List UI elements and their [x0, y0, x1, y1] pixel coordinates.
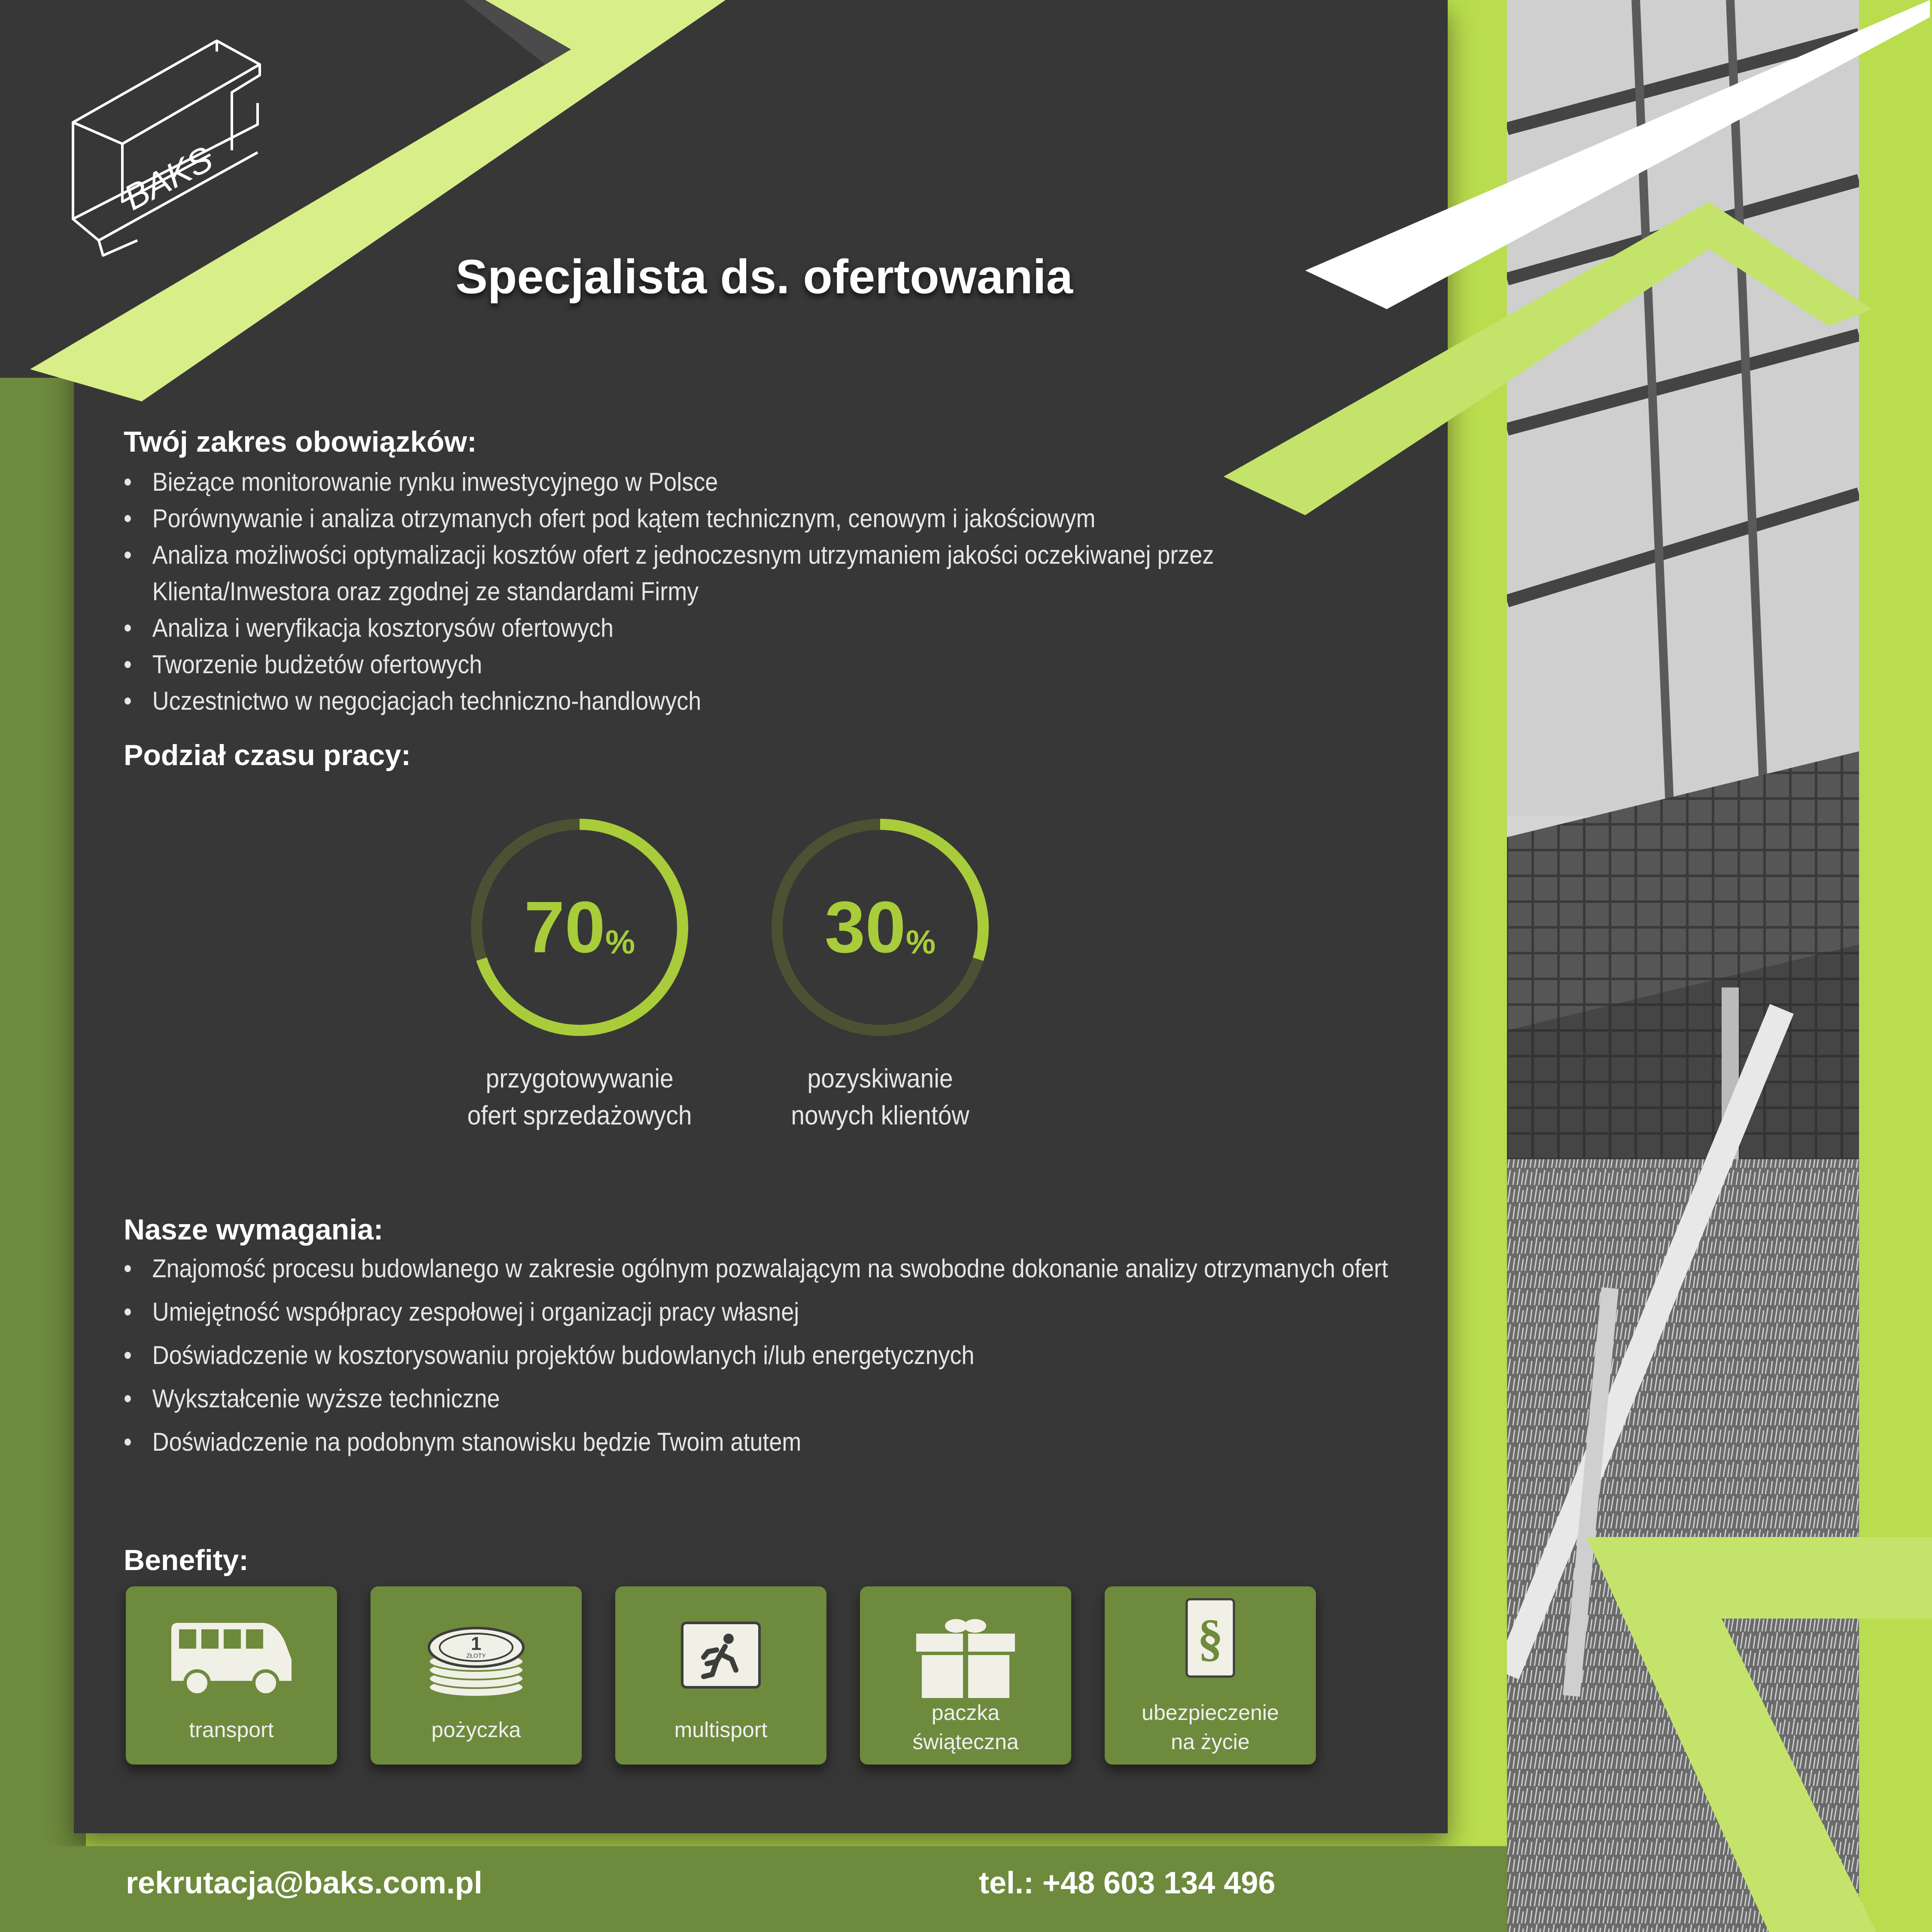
- coin-unit: ZŁOTY: [466, 1652, 486, 1659]
- percent-unit: %: [905, 923, 936, 961]
- page-title: Specjalista ds. ofertowania: [456, 250, 1073, 304]
- coins-icon: [412, 1616, 541, 1698]
- benefit-card-gift: [860, 1586, 1071, 1765]
- list-item: • Porównywanie i analiza otrzymanych ofert pod kątem technicznym, cenowym i jakościowym: [124, 500, 1353, 537]
- paragraph-icon: [1146, 1597, 1275, 1679]
- time-split-chart-preparing: [459, 807, 700, 1048]
- gift-icon: [901, 1616, 1030, 1698]
- benefit-card-transport: [126, 1586, 337, 1765]
- benefit-label: multisport: [674, 1718, 768, 1742]
- benefit-card-multisport: [615, 1586, 826, 1765]
- benefit-label: ubezpieczenie: [1142, 1701, 1279, 1725]
- benefit-label: transport: [189, 1718, 274, 1742]
- caption-line: pozyskiwanie: [807, 1064, 953, 1094]
- benefit-card-loan: [371, 1586, 582, 1765]
- time-split-caption: [441, 1060, 718, 1134]
- list-item: • Doświadczenie na podobnym stanowisku będzie Twoim atutem: [124, 1424, 1431, 1460]
- percent-unit: %: [605, 923, 635, 961]
- time-split-caption: [742, 1060, 1018, 1134]
- list-item: • Analiza możliwości optymalizacji kosztów ofert z jednoczesnym utrzymaniem jakości oczekiwanej przez Klienta/Inwestora oraz zgodnej ze standardami Firmy: [124, 537, 1353, 610]
- list-item: • Uczestnictwo w negocjacjach techniczno-handlowych: [124, 683, 1353, 719]
- paragraph-symbol: §: [1197, 1609, 1223, 1666]
- responsibilities-list: [124, 464, 1326, 719]
- benefit-label: pożyczka: [431, 1718, 521, 1742]
- list-item: • Analiza i weryfikacja kosztorysów ofertowych: [124, 610, 1353, 646]
- coin-value: 1: [471, 1633, 482, 1654]
- benefits-heading: Benefity:: [124, 1544, 249, 1577]
- email-link[interactable]: rekrutacja@baks.com.pl: [126, 1866, 483, 1900]
- time-split-chart-acquiring: [760, 807, 1000, 1048]
- benefit-label: świąteczna: [912, 1730, 1019, 1754]
- list-item: • Bieżące monitorowanie rynku inwestycyjnego w Polsce: [124, 464, 1353, 500]
- time-split-heading: Podział czasu pracy:: [124, 739, 411, 772]
- requirements-list: [124, 1250, 1403, 1467]
- bottom-right-chevron: [1586, 1537, 1932, 1932]
- caption-line: nowych klientów: [791, 1101, 969, 1130]
- list-item: • Znajomość procesu budowlanego w zakresie ogólnym pozwalającym na swobodne dokonanie analizy otrzymanych ofert: [124, 1250, 1431, 1287]
- bus-icon: [167, 1616, 296, 1698]
- baks-logo: [69, 39, 266, 262]
- list-item: • Umiejętność współpracy zespołowej i organizacji pracy własnej: [124, 1294, 1431, 1330]
- list-item: • Doświadczenie w kosztorysowaniu projektów budowlanych i/lub energetycznych: [124, 1337, 1431, 1373]
- caption-line: ofert sprzedażowych: [467, 1101, 692, 1130]
- logo-text: BAKS: [118, 139, 219, 218]
- list-item: • Wykształcenie wyższe techniczne: [124, 1380, 1431, 1417]
- percent-value: 70: [524, 887, 605, 968]
- percent-value: 30: [824, 887, 906, 968]
- caption-line: przygotowywanie: [486, 1064, 674, 1094]
- running-man-icon: [656, 1616, 785, 1698]
- benefit-card-insurance: [1105, 1586, 1316, 1765]
- responsibilities-heading: Twój zakres obowiązków:: [124, 425, 477, 458]
- requirements-heading: Nasze wymagania:: [124, 1213, 383, 1246]
- phone-link[interactable]: tel.: +48 603 134 496: [979, 1866, 1276, 1900]
- list-item: • Tworzenie budżetów ofertowych: [124, 646, 1353, 683]
- benefit-label: na życie: [1171, 1730, 1250, 1754]
- benefit-label: paczka: [931, 1701, 1000, 1725]
